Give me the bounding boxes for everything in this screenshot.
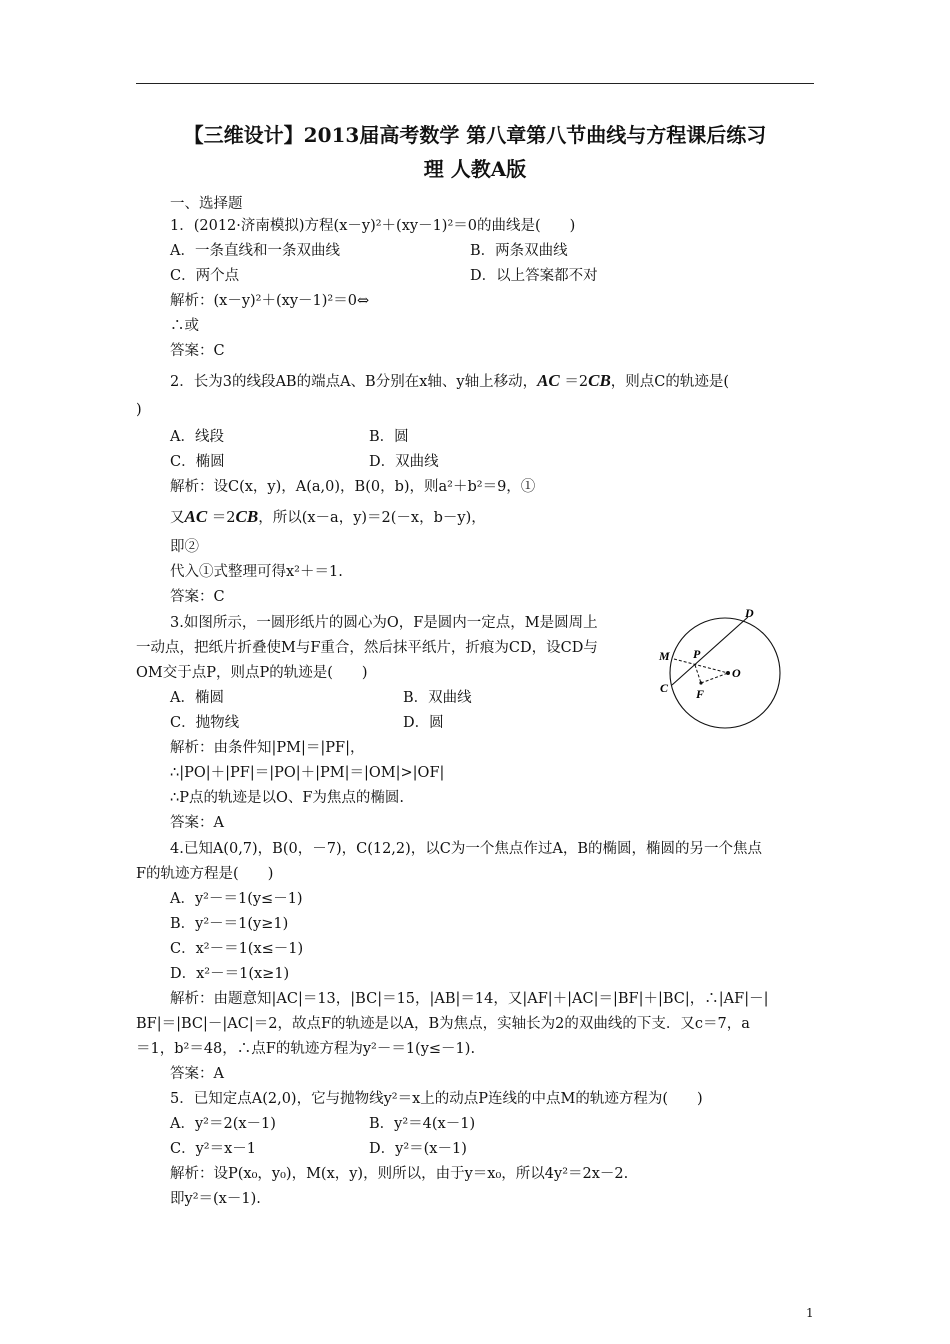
q3-option-c: C．抛物线 xyxy=(170,715,240,731)
segment-om xyxy=(674,659,728,673)
q3-stem-2: 一动点，把纸片折叠使M与F重合，然后抹平纸片，折痕为CD，设CD与 xyxy=(136,640,598,656)
q4-option-d: D．x²－＝1(x≥1) xyxy=(170,966,290,982)
q2-stem xyxy=(170,371,729,392)
document-title-line1: 【三维设计】2013届高考数学 第八章第八节曲线与方程课后练习 xyxy=(183,123,767,147)
q5-option-d: D．y²＝(x－1) xyxy=(369,1141,467,1157)
q2-option-a: A．线段 xyxy=(170,429,224,445)
q2-answer: 答案：C xyxy=(170,589,225,605)
q2-stem-line2: ) xyxy=(136,402,142,418)
document-title-line2: 理 人教A版 xyxy=(423,157,527,181)
page-number: 1 xyxy=(806,1306,814,1320)
q1-solution-2: ∴或 xyxy=(170,318,199,334)
point-o xyxy=(726,671,730,675)
q3-answer: 答案：A xyxy=(170,815,224,831)
segment-pf xyxy=(695,665,701,683)
q5-option-a: A．y²＝2(x－1) xyxy=(170,1116,276,1132)
q2-solution-3: 即② xyxy=(170,539,199,555)
q1-answer: 答案：C xyxy=(170,343,225,359)
vector-cb-2: CB xyxy=(235,507,259,526)
vector-cb: CB xyxy=(588,371,611,390)
q1-option-b: B．两条双曲线 xyxy=(470,243,568,259)
q2-option-d: D．双曲线 xyxy=(369,454,439,470)
segment-fo xyxy=(701,673,728,683)
q5-option-b: B．y²＝4(x－1) xyxy=(369,1116,476,1132)
q1-solution-1: 解析：(x－y)²＋(xy－1)²＝0⇔ xyxy=(170,293,370,309)
vector-ac: AC xyxy=(537,371,560,390)
label-m: M xyxy=(659,649,670,663)
q2-solution-4: 代入①式整理可得x²＋＝1. xyxy=(170,564,343,580)
q4-answer: 答案：A xyxy=(170,1066,224,1082)
q5-stem: 5．已知定点A(2,0)，它与抛物线y²＝x上的动点P连线的中点M的轨迹方程为( ) xyxy=(170,1091,703,1107)
q2-solution-1: 解析：设C(x，y)，A(a,0)，B(0，b)，则a²＋b²＝9，① xyxy=(170,479,536,495)
q4-solution-2: BF|＝|BC|－|AC|＝2，故点F的轨迹是以A，B为焦点，实轴长为2的双曲线的下支．又c＝7，a xyxy=(136,1016,750,1032)
q1-option-a: A．一条直线和一条双曲线 xyxy=(170,243,340,259)
q1-stem: 1．(2012·济南模拟)方程(x－y)²＋(xy－1)²＝0的曲线是( ) xyxy=(170,218,576,234)
label-p: P xyxy=(693,647,701,661)
q4-option-a: A．y²－＝1(y≤－1) xyxy=(170,891,303,907)
circle-fold-figure xyxy=(655,603,785,733)
label-c: C xyxy=(660,681,669,695)
q3-solution-2: ∴|PO|＋|PF|＝|PO|＋|PM|＝|OM|>|OF| xyxy=(170,765,445,781)
q4-solution-1: 解析：由题意知|AC|＝13，|BC|＝15，|AB|＝14，又|AF|＋|AC|＝|BF|＋|BC|，∴|AF|－| xyxy=(170,991,769,1007)
paper-circle xyxy=(670,618,780,728)
q3-option-a: A．椭圆 xyxy=(170,690,224,706)
vector-ac-2: AC xyxy=(184,507,208,526)
point-f xyxy=(699,681,702,684)
q2-option-b: B．圆 xyxy=(369,429,409,445)
q2-equals: ＝2 xyxy=(559,374,589,390)
label-f: F xyxy=(696,687,705,701)
label-o: O xyxy=(732,666,741,680)
q4-stem-1: 4.已知A(0,7)，B(0，－7)，C(12,2)，以C为一个焦点作过A，B的椭圆，椭圆的另一个焦点 xyxy=(170,841,763,857)
q2-option-c: C．椭圆 xyxy=(170,454,225,470)
q3-solution-3: ∴P点的轨迹是以O、F为焦点的椭圆. xyxy=(170,790,405,806)
q3-option-d: D．圆 xyxy=(403,715,444,731)
q4-option-c: C．x²－＝1(x≤－1) xyxy=(170,941,304,957)
q5-solution-1: 解析：设P(x₀，y₀)，M(x，y)，则所以，由于y＝x₀，所以4y²＝2x－2. xyxy=(170,1166,629,1182)
label-d: D xyxy=(745,606,754,620)
q5-option-c: C．y²＝x－1 xyxy=(170,1141,257,1157)
q2-solution-2 xyxy=(170,507,486,528)
q1-option-d: D．以上答案都不对 xyxy=(470,268,598,284)
q2-stem-pre: 2．长为3的线段AB的端点A、B分别在x轴、y轴上移动， xyxy=(170,374,538,390)
q2-stem-post: ，则点C的轨迹是( xyxy=(610,374,730,390)
q3-option-b: B．双曲线 xyxy=(403,690,472,706)
q4-option-b: B．y²－＝1(y≥1) xyxy=(170,916,289,932)
header-rule xyxy=(136,83,814,84)
q2-equals-2: ＝2 xyxy=(207,510,236,526)
q2-sol2-post: ，所以(x－a，y)＝2(－x，b－y)， xyxy=(258,510,486,526)
q5-solution-2: 即y²＝(x－1). xyxy=(170,1191,261,1207)
q4-solution-3: ＝1，b²＝48，∴点F的轨迹方程为y²－＝1(y≤－1). xyxy=(136,1041,476,1057)
q3-solution-1: 解析：由条件知|PM|＝|PF|， xyxy=(170,740,365,756)
q3-stem-3: OM交于点P，则点P的轨迹是( ) xyxy=(136,665,368,681)
section-heading: 一、选择题 xyxy=(170,196,243,212)
q4-stem-2: F的轨迹方程是( ) xyxy=(136,866,274,882)
q3-stem-1: 3.如图所示，一圆形纸片的圆心为O，F是圆内一定点，M是圆周上 xyxy=(170,615,598,631)
q2-sol2-pre: 又 xyxy=(170,510,185,526)
q1-option-c: C．两个点 xyxy=(170,268,240,284)
